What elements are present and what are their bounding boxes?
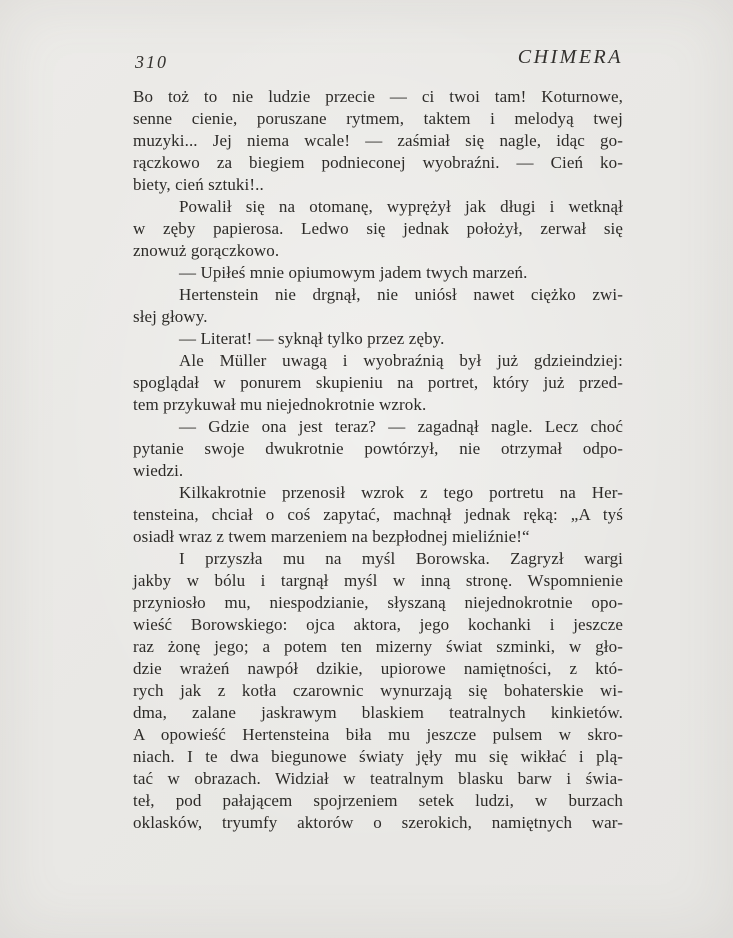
text-line: oklasków, tryumfy aktorów o szerokich, namiętnych war- <box>133 813 623 832</box>
text-line: dzie wrażeń nawpół dzikie, upiorowe namiętności, z któ- <box>133 659 623 678</box>
body-text <box>133 86 623 834</box>
text-line: — Gdzie ona jest teraz? — zagadnął nagle. Lecz choć <box>179 417 623 436</box>
text-line: tem przykuwał mu niejednokrotnie wzrok. <box>133 395 427 414</box>
text-line: rych jak z kotła czarownic wynurzają się bohaterskie wi- <box>133 681 623 700</box>
text-line: niach. I te dwa biegunowe światy jęły mu się wikłać i plą- <box>133 747 623 766</box>
text-line: tać w obrazach. Widział w teatralnym blasku barw i świa- <box>133 769 623 788</box>
text-line: Ale Müller uwagą i wyobraźnią był już gdzieindziej: <box>179 351 623 370</box>
text-line: pytanie swoje dwukrotnie powtórzył, nie otrzymał odpo- <box>133 439 623 458</box>
text-line: wieść Borowskiego: ojca aktora, jego kochanki i jeszcze <box>133 615 623 634</box>
text-line: przyniosło mu, niespodzianie, słyszaną niejednokrotnie opo- <box>133 593 623 612</box>
text-line: biety, cień sztuki!.. <box>133 175 264 194</box>
text-line: A opowieść Hertensteina biła mu jeszcze pulsem w skro- <box>133 725 623 744</box>
text-line: rączkowo za biegiem podnieconej wyobraźni. — Cień ko- <box>133 153 623 172</box>
text-line: muzyki... Jej niema wcale! — zaśmiał się nagle, idąc go- <box>133 131 623 150</box>
text-line: teł, pod pałającem spojrzeniem setek ludzi, w burzach <box>133 791 623 810</box>
text-line: dma, zalane jaskrawym blaskiem teatralnych kinkietów. <box>133 703 623 722</box>
text-line: słej głowy. <box>133 307 208 326</box>
text-line: znowuż gorączkowo. <box>133 241 280 260</box>
text-line: Bo toż to nie ludzie przecie — ci twoi tam! Koturnowe, <box>133 87 623 106</box>
text-line: spoglądał w ponurem skupieniu na portret, który już przed- <box>133 373 623 392</box>
page-header <box>133 46 623 72</box>
text-line: — Literat! — syknął tylko przez zęby. <box>179 329 445 348</box>
text-line: I przyszła mu na myśl Borowska. Zagryzł wargi <box>179 549 623 568</box>
text-line: raz żonę jego; a potem ten mizerny świat szminki, w gło- <box>133 637 623 656</box>
text-line: Kilkakrotnie przenosił wzrok z tego portretu na Her- <box>179 483 623 502</box>
journal-title: CHIMERA <box>517 46 623 68</box>
page-number: 310 <box>135 52 168 72</box>
text-line: tensteina, chciał o coś zapytać, machnął jednak ręką: „A tyś <box>133 505 623 524</box>
text-line: — Upiłeś mnie opiumowym jadem twych marzeń. <box>179 263 528 282</box>
text-line: w zęby papierosa. Ledwo się jednak położył, zerwał się <box>133 219 623 238</box>
text-line: osiadł wraz z twem marzeniem na bezpłodnej mieliźnie!“ <box>133 527 530 546</box>
text-line: Hertenstein nie drgnął, nie uniósł nawet ciężko zwi- <box>179 285 623 304</box>
text-line: Powalił się na otomanę, wyprężył jak długi i wetknął <box>179 197 623 216</box>
text-line: wiedzi. <box>133 461 184 480</box>
text-line: jakby w bólu i targnął myśl w inną stronę. Wspomnienie <box>133 571 623 590</box>
text-line: senne cienie, poruszane rytmem, taktem i melodyą twej <box>133 109 623 128</box>
